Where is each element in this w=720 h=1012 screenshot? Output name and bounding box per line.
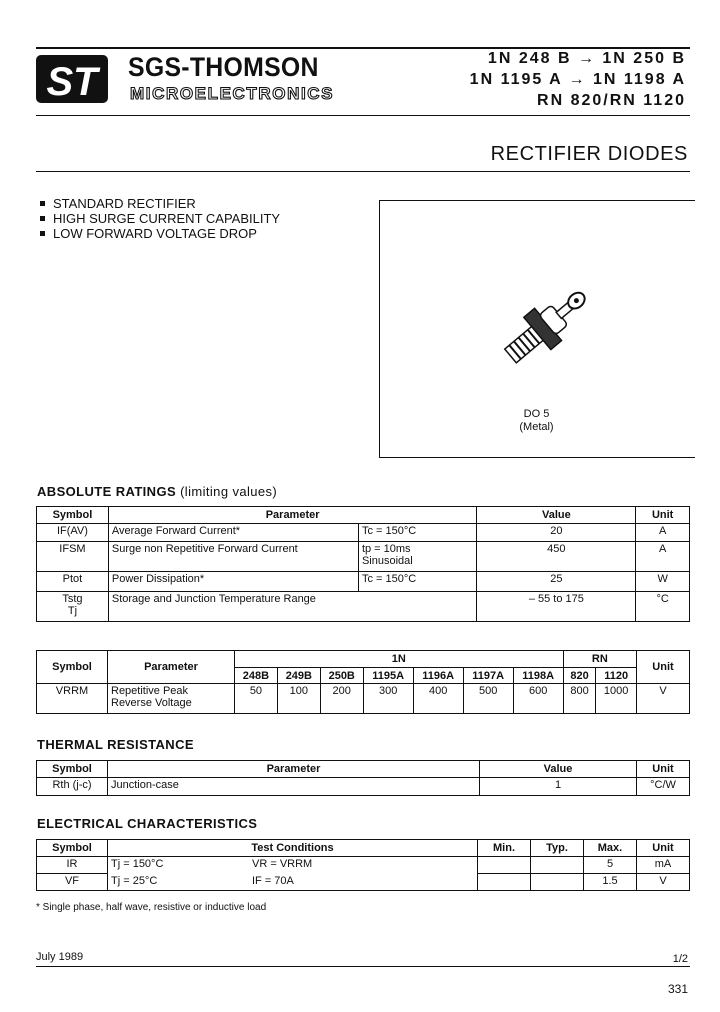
table-row: VF Tj = 25°C IF = 70A 1.5 V bbox=[37, 874, 690, 891]
thermal-resistance-title: THERMAL RESISTANCE bbox=[37, 737, 194, 752]
table-row: Tstg Tj Storage and Junction Temperature Range – 55 to 175 °C bbox=[37, 592, 690, 622]
footer-page-number: 331 bbox=[667, 982, 688, 996]
brand-name: SGS-THOMSON bbox=[128, 52, 319, 82]
feature-item: LOW FORWARD VOLTAGE DROP bbox=[40, 226, 257, 241]
absolute-ratings-table bbox=[36, 506, 690, 622]
feature-item: STANDARD RECTIFIER bbox=[40, 196, 196, 211]
vrrm-table bbox=[36, 650, 690, 714]
table-header-row: Symbol Parameter 1N RN Unit bbox=[37, 651, 690, 668]
part-number-line-3: RN 820/RN 1120 bbox=[537, 92, 686, 109]
footer-date: July 1989 bbox=[36, 951, 84, 963]
package-material: (Metal) bbox=[519, 421, 554, 433]
footnote: * Single phase, half wave, resistive or inductive load bbox=[36, 902, 267, 913]
table-row: IR Tj = 150°C VR = VRRM 5 mA bbox=[37, 857, 690, 874]
absolute-ratings-title: ABSOLUTE RATINGS (limiting values) bbox=[37, 484, 278, 499]
bullet-icon bbox=[40, 231, 45, 236]
bullet-icon bbox=[40, 216, 45, 221]
electrical-characteristics-table bbox=[36, 839, 690, 891]
bullet-icon bbox=[40, 201, 45, 206]
feature-item: HIGH SURGE CURRENT CAPABILITY bbox=[40, 211, 280, 226]
footer-rule bbox=[36, 966, 690, 967]
table-header-row: Symbol Test Conditions Min. Typ. Max. Unit bbox=[37, 840, 690, 857]
header-bottom-rule bbox=[36, 115, 690, 116]
do5-package-drawing bbox=[480, 262, 610, 397]
brand-subtitle: MICROELECTRONICS bbox=[130, 84, 335, 103]
table-row: IFSM Surge non Repetitive Forward Current tp = 10ms Sinusoidal 450 A bbox=[37, 542, 690, 572]
electrical-characteristics-title: ELECTRICAL CHARACTERISTICS bbox=[37, 816, 258, 831]
table-header-row: 248B 249B 250B 1195A 1196A 1197A 1198A 820 1120 bbox=[37, 668, 690, 684]
part-number-line-2: 1N 1195 A → 1N 1198 A bbox=[469, 71, 686, 88]
package-name: DO 5 bbox=[523, 408, 550, 420]
st-logo bbox=[36, 55, 108, 103]
svg-text:ST: ST bbox=[46, 60, 98, 103]
table-row: Ptot Power Dissipation* Tc = 150°C 25 W bbox=[37, 572, 690, 592]
footer-page-of: 1/2 bbox=[672, 953, 688, 965]
table-row: Rth (j-c) Junction-case 1 °C/W bbox=[37, 778, 690, 796]
document-title: RECTIFIER DIODES bbox=[490, 143, 688, 165]
title-rule bbox=[36, 171, 690, 172]
header-top-rule bbox=[36, 47, 690, 49]
thermal-resistance-table bbox=[36, 760, 690, 796]
table-row: IF(AV) Average Forward Current* Tc = 150°C 20 A bbox=[37, 524, 690, 542]
table-row: VRRM Repetitive Peak Reverse Voltage 50 100 200 300 400 500 600 800 1000 V bbox=[37, 684, 690, 714]
table-header-row: Symbol Parameter Value Unit bbox=[37, 761, 690, 778]
part-number-line-1: 1N 248 B → 1N 250 B bbox=[487, 50, 686, 67]
table-header-row: Symbol Parameter Value Unit bbox=[37, 507, 690, 524]
